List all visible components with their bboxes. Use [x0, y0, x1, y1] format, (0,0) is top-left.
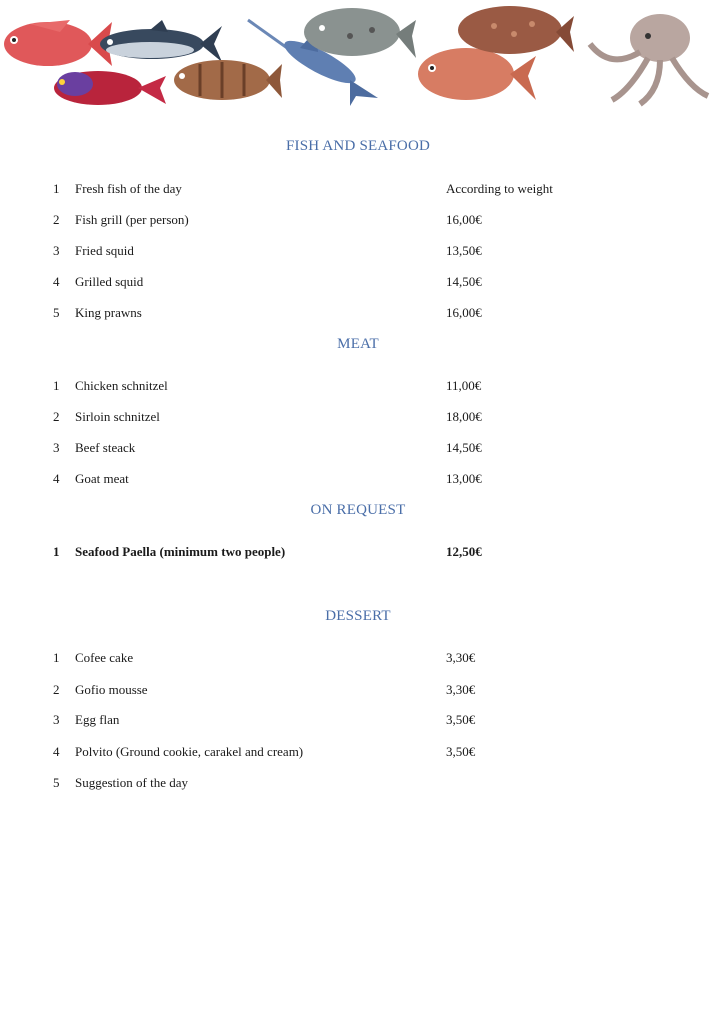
menu-item — [0, 682, 716, 702]
menu-item — [0, 212, 716, 232]
item-number: 1 — [53, 181, 60, 196]
item-price: 13,00€ — [446, 471, 482, 486]
item-number: 2 — [53, 212, 60, 227]
menu-item — [0, 181, 716, 201]
menu-item — [0, 544, 716, 564]
item-name: Grilled squid — [75, 274, 144, 289]
item-price: 14,50€ — [446, 274, 482, 289]
item-name: Goat meat — [75, 471, 129, 486]
spotted-grouper-icon — [458, 6, 574, 54]
item-price: 14,50€ — [446, 440, 482, 455]
item-number: 3 — [53, 712, 60, 727]
section-title-dessert: DESSERT — [325, 608, 391, 624]
section-title-on-request: ON REQUEST — [310, 502, 406, 518]
menu-item — [0, 650, 716, 670]
menu-item — [0, 274, 716, 294]
item-number: 4 — [53, 274, 60, 289]
grouper-icon — [174, 60, 282, 100]
item-number: 3 — [53, 440, 60, 455]
octopus-icon — [590, 14, 708, 104]
item-price: 3,50€ — [446, 744, 476, 759]
item-name: King prawns — [75, 305, 142, 320]
section-title-fish-and-seafood: FISH AND SEAFOOD — [285, 138, 431, 154]
item-name: Fish grill (per person) — [75, 212, 189, 227]
section-title-meat: MEAT — [337, 336, 379, 352]
red-fish-icon — [4, 20, 112, 66]
menu-item — [0, 471, 716, 491]
tuna-icon — [100, 20, 222, 62]
item-name: Seafood Paella (minimum two people) — [75, 544, 286, 559]
menu-item — [0, 378, 716, 398]
item-name: Gofio mousse — [75, 682, 148, 697]
item-price: 16,00€ — [446, 212, 482, 227]
menu-item — [0, 712, 716, 732]
item-number: 1 — [53, 544, 60, 559]
item-number: 1 — [53, 650, 60, 665]
menu-item — [0, 243, 716, 263]
item-price: 3,50€ — [446, 712, 476, 727]
item-name: Fresh fish of the day — [75, 181, 182, 196]
item-name: Chicken schnitzel — [75, 378, 168, 393]
item-number: 5 — [53, 305, 60, 320]
item-number: 1 — [53, 378, 60, 393]
item-name: Fried squid — [75, 243, 134, 258]
item-number: 3 — [53, 243, 60, 258]
menu-item — [0, 440, 716, 460]
menu-item — [0, 744, 716, 764]
item-name: Egg flan — [75, 712, 120, 727]
item-number: 2 — [53, 682, 60, 697]
item-name: Suggestion of the day — [75, 775, 189, 790]
item-name: Polvito (Ground cookie, carakel and cream) — [75, 744, 304, 759]
item-number: 2 — [53, 409, 60, 424]
item-price: 16,00€ — [446, 305, 482, 320]
item-name: Sirloin schnitzel — [75, 409, 160, 424]
menu-item — [0, 775, 716, 795]
item-number: 5 — [53, 775, 60, 790]
seafood-banner-illustration — [0, 0, 716, 118]
item-price: According to weight — [446, 181, 553, 196]
item-price: 3,30€ — [446, 682, 476, 697]
sea-bream-icon — [418, 48, 536, 100]
item-name: Cofee cake — [75, 650, 134, 665]
item-number: 4 — [53, 471, 60, 486]
menu-item — [0, 305, 716, 325]
item-name: Beef steack — [75, 440, 136, 455]
item-number: 4 — [53, 744, 60, 759]
parrotfish-icon — [54, 71, 166, 105]
menu-item — [0, 409, 716, 429]
item-price: 18,00€ — [446, 409, 482, 424]
item-price: 11,00€ — [446, 378, 482, 393]
item-price: 12,50€ — [446, 544, 482, 559]
item-price: 13,50€ — [446, 243, 482, 258]
item-price: 3,30€ — [446, 650, 476, 665]
